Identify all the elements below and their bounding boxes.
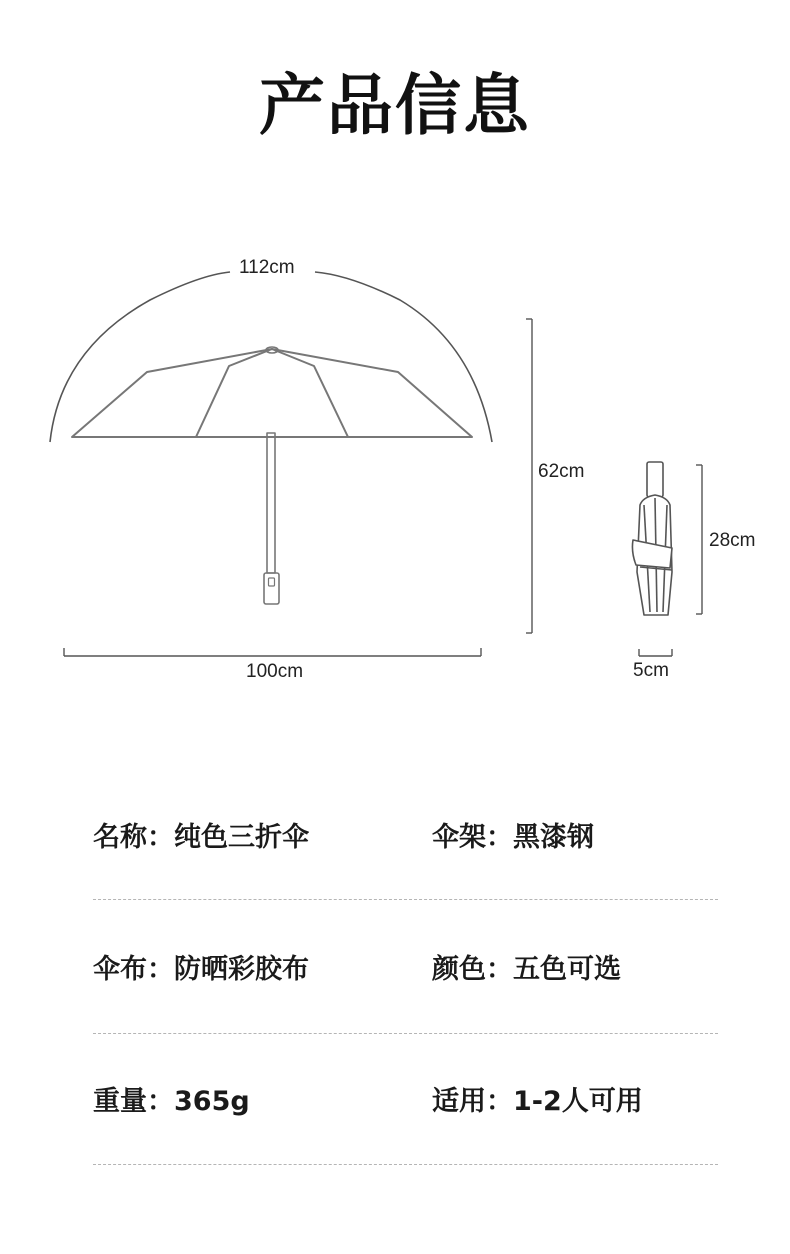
spec-label: 伞布 (93, 954, 147, 985)
spec-colon: ： (486, 822, 513, 853)
spec-colon: ： (486, 954, 513, 985)
spec-value: 五色可选 (513, 954, 621, 985)
open-umbrella-icon (72, 347, 472, 604)
folded-width-label: 5cm (633, 660, 669, 681)
spec-colon: ： (147, 1086, 174, 1117)
arc-length-label: 112cm (239, 257, 295, 278)
spec-name (93, 815, 309, 854)
open-width-label: 100cm (246, 661, 304, 682)
spec-colon: ： (486, 1086, 513, 1117)
spec-value: 1-2人可用 (513, 1086, 643, 1117)
row-divider (93, 1033, 718, 1034)
spec-label: 颜色 (432, 954, 486, 985)
spec-label: 名称 (93, 822, 147, 853)
spec-value: 防晒彩胶布 (174, 954, 309, 985)
spec-capacity (432, 1079, 643, 1118)
spec-weight (93, 1079, 250, 1118)
folded-height-label: 28cm (709, 530, 756, 551)
folded-width-bracket (639, 649, 672, 656)
page-title: 产品信息 (259, 67, 531, 144)
open-height-label: 62cm (538, 461, 585, 482)
spec-colon: ： (147, 954, 174, 985)
row-divider (93, 899, 718, 900)
spec-value: 365g (174, 1086, 250, 1117)
folded-umbrella-icon (632, 462, 672, 615)
spec-fabric (93, 947, 309, 986)
spec-label: 适用 (432, 1086, 486, 1117)
spec-label: 伞架 (432, 822, 486, 853)
row-divider (93, 1164, 718, 1165)
height-bracket (526, 319, 532, 633)
width-bracket (64, 648, 481, 656)
spec-frame (432, 815, 594, 854)
spec-label: 重量 (93, 1086, 147, 1117)
spec-value: 纯色三折伞 (174, 822, 309, 853)
spec-color (432, 947, 621, 986)
spec-colon: ： (147, 822, 174, 853)
spec-value: 黑漆钢 (513, 822, 594, 853)
folded-height-bracket (696, 465, 702, 614)
